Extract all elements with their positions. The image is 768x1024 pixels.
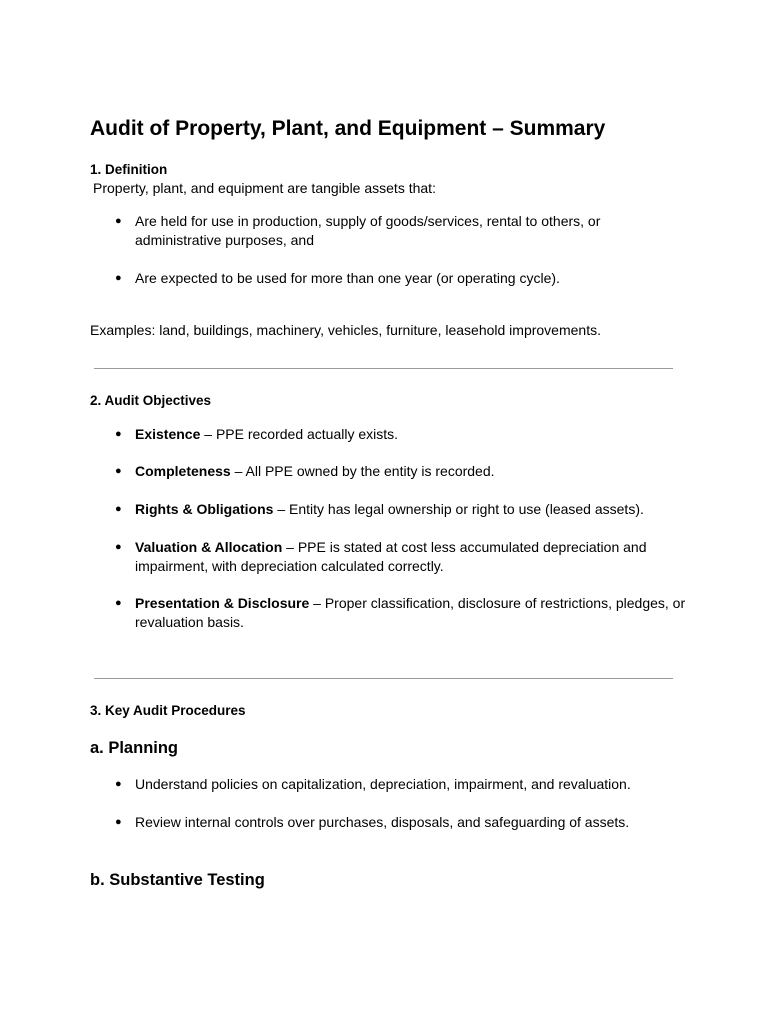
bullet-icon: ● bbox=[115, 465, 122, 477]
list-item-text: Understand policies on capitalization, depreciation, impairment, and revaluation. bbox=[135, 776, 631, 792]
list-item-text bbox=[135, 425, 690, 444]
objective-description: – All PPE owned by the entity is recorded. bbox=[230, 463, 495, 479]
list-item-text: Review internal controls over purchases, disposals, and safeguarding of assets. bbox=[135, 814, 630, 830]
objective-description: – PPE recorded actually exists. bbox=[200, 426, 399, 442]
list-item bbox=[90, 594, 690, 632]
list-item bbox=[90, 212, 690, 250]
objective-description: – Proper classification, disclosure of restrictions, pledges, or revaluation basis. bbox=[135, 595, 686, 630]
list-item bbox=[90, 425, 690, 444]
planning-heading: a. Planning bbox=[90, 739, 179, 757]
section-divider bbox=[94, 368, 673, 369]
list-item bbox=[90, 538, 690, 576]
list-item-text: Are expected to be used for more than one year (or operating cycle). bbox=[135, 270, 560, 286]
definition-heading: 1. Definition bbox=[90, 162, 168, 177]
list-item bbox=[90, 269, 690, 288]
objective-term: Existence bbox=[135, 426, 201, 442]
objective-description: – PPE is stated at cost less accumulated depreciation and impairment, with depreciation calculated correctly. bbox=[135, 539, 647, 574]
objective-term: Rights & Obligations bbox=[135, 501, 274, 517]
objective-term: Presentation & Disclosure bbox=[135, 595, 310, 611]
list-item bbox=[90, 813, 690, 832]
bullet-icon: ● bbox=[115, 541, 122, 553]
list-item-text bbox=[135, 462, 690, 481]
objective-term: Completeness bbox=[135, 463, 231, 479]
definition-intro: Property, plant, and equipment are tangible assets that: bbox=[93, 180, 436, 196]
objectives-heading: 2. Audit Objectives bbox=[90, 393, 212, 408]
list-item-text bbox=[135, 500, 690, 519]
bullet-icon: ● bbox=[115, 428, 122, 440]
bullet-icon: ● bbox=[115, 597, 122, 609]
bullet-icon: ● bbox=[115, 272, 122, 284]
list-item-text bbox=[135, 594, 690, 632]
bullet-icon: ● bbox=[115, 215, 122, 227]
definition-examples: Examples: land, buildings, machinery, vehicles, furniture, leasehold improvements. bbox=[90, 322, 601, 338]
bullet-icon: ● bbox=[115, 778, 122, 790]
procedures-heading: 3. Key Audit Procedures bbox=[90, 703, 246, 718]
list-item-text: Are held for use in production, supply of goods/services, rental to others, or administrative purposes, and bbox=[135, 213, 601, 248]
list-item bbox=[90, 775, 690, 794]
bullet-icon: ● bbox=[115, 503, 122, 515]
substantive-testing-heading: b. Substantive Testing bbox=[90, 871, 265, 889]
objective-term: Valuation & Allocation bbox=[135, 539, 283, 555]
objective-description: – Entity has legal ownership or right to use (leased assets). bbox=[273, 501, 644, 517]
bullet-icon: ● bbox=[115, 816, 122, 828]
list-item bbox=[90, 462, 690, 481]
section-divider bbox=[94, 678, 673, 679]
list-item bbox=[90, 500, 690, 519]
document-title: Audit of Property, Plant, and Equipment – Summary bbox=[90, 117, 606, 140]
list-item-text bbox=[135, 538, 690, 576]
